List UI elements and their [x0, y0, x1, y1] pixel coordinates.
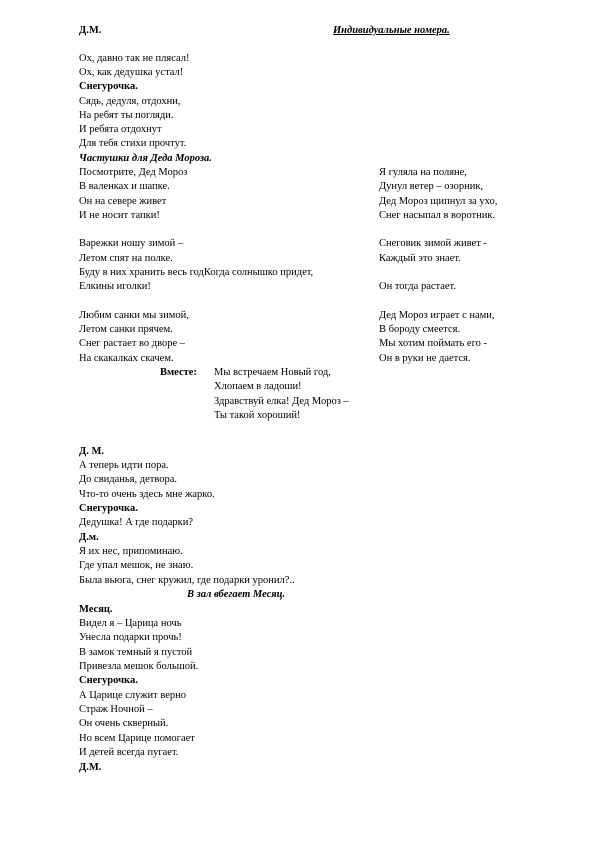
verse-line: Я их нес, припоминаю.: [79, 546, 183, 557]
speaker-dm: Д. М.: [79, 446, 105, 457]
verse-line: И детей всегда пугает.: [79, 747, 179, 758]
together-line: Хлопаем в ладоши!: [214, 381, 302, 392]
speaker-snegurochka: Снегурочка.: [79, 503, 138, 514]
chastushka-line: Дед Мороз играет с нами,: [379, 310, 495, 321]
verse-line: До свиданья, детвора.: [79, 474, 178, 485]
verse-line: Привезла мешок большой.: [79, 661, 199, 672]
verse-line: На ребят ты погляди.: [79, 110, 174, 121]
verse-line: И ребята отдохнут: [79, 124, 162, 135]
speaker-dm: Д.М.: [79, 762, 102, 773]
chastushka-line: Он на севере живет: [79, 196, 167, 207]
chastushka-line: Летом санки прячем.: [79, 324, 173, 335]
verse-line: Сядь, дедуля, отдохни,: [79, 96, 181, 107]
chastushka-line: В валенках и шапке.: [79, 181, 170, 192]
header-title: Индивидуальные номера.: [333, 25, 450, 36]
chastushka-line: Каждый это знает.: [379, 253, 461, 264]
verse-line: Но всем Царице помогает: [79, 733, 195, 744]
verse-line: Унесла подарки прочь!: [79, 632, 182, 643]
together-line: Мы встречаем Новый год,: [214, 367, 331, 378]
chastushka-line: Посмотрите, Дед Мороз: [79, 167, 188, 178]
verse-line: В замок темный я пустой: [79, 647, 193, 658]
chastushka-line: Снеговик зимой живет -: [379, 238, 487, 249]
together-label: Вместе:: [160, 367, 197, 378]
verse-line: А Царице служит верно: [79, 690, 186, 701]
together-line: Здравствуй елка! Дед Мороз –: [214, 396, 349, 407]
chastushki-title: Частушки для Деда Мороза.: [79, 153, 212, 164]
verse-line: Где упал мешок, не знаю.: [79, 560, 194, 571]
speaker-mesyats: Месяц.: [79, 604, 113, 615]
intro-line: Ох, как дедушка устал!: [79, 67, 184, 78]
chastushka-line: Варежки ношу зимой –: [79, 238, 184, 249]
stage-direction: В зал вбегает Месяц.: [187, 589, 286, 600]
speaker-dm: Д.м.: [79, 532, 99, 543]
verse-line: Видел я – Царица ночь: [79, 618, 182, 629]
chastushka-line: В бороду смеется.: [379, 324, 461, 335]
verse-line: Дедушка! А где подарки?: [79, 517, 194, 528]
chastushka-line: Елкины иголки!: [79, 281, 151, 292]
verse-line: Что-то очень здесь мне жарко.: [79, 489, 215, 500]
verse-line: Была вьюга, снег кружил, где подарки уронил?..: [79, 575, 295, 586]
chastushka-line: Любим санки мы зимой,: [79, 310, 189, 321]
verse-line: Для тебя стихи прочтут.: [79, 138, 187, 149]
chastushka-line: Летом спят на полке.: [79, 253, 173, 264]
chastushka-line: Он тогда растает.: [379, 281, 456, 292]
verse-line: Страж Ночной –: [79, 704, 153, 715]
chastushka-line: Я гуляла на полянe,: [379, 167, 467, 178]
header-speaker: Д.М.: [79, 25, 102, 36]
chastushka-line: И не носит тапки!: [79, 210, 160, 221]
chastushka-line: Буду в них хранить весь годКогда солнышко придет,: [79, 267, 314, 278]
together-line: Ты такой хороший!: [214, 410, 301, 421]
speaker-snegurochka: Снегурочка.: [79, 675, 138, 686]
chastushka-line: На скакалках скачем.: [79, 353, 174, 364]
intro-line: Ох, давно так не плясал!: [79, 53, 190, 64]
speaker-snegurochka: Снегурочка.: [79, 81, 138, 92]
chastushka-line: Дунул ветер – озорник,: [379, 181, 484, 192]
verse-line: А теперь идти пора.: [79, 460, 169, 471]
chastushka-line: Мы хотим поймать его -: [379, 338, 487, 349]
chastushka-line: Дед Мороз щипнул за ухо,: [379, 196, 498, 207]
chastushka-line: Снег растает во дворе –: [79, 338, 186, 349]
chastushka-line: Снег насыпал в воротник.: [379, 210, 496, 221]
verse-line: Он очень скверный.: [79, 718, 169, 729]
chastushka-line: Он в руки не дается.: [379, 353, 471, 364]
